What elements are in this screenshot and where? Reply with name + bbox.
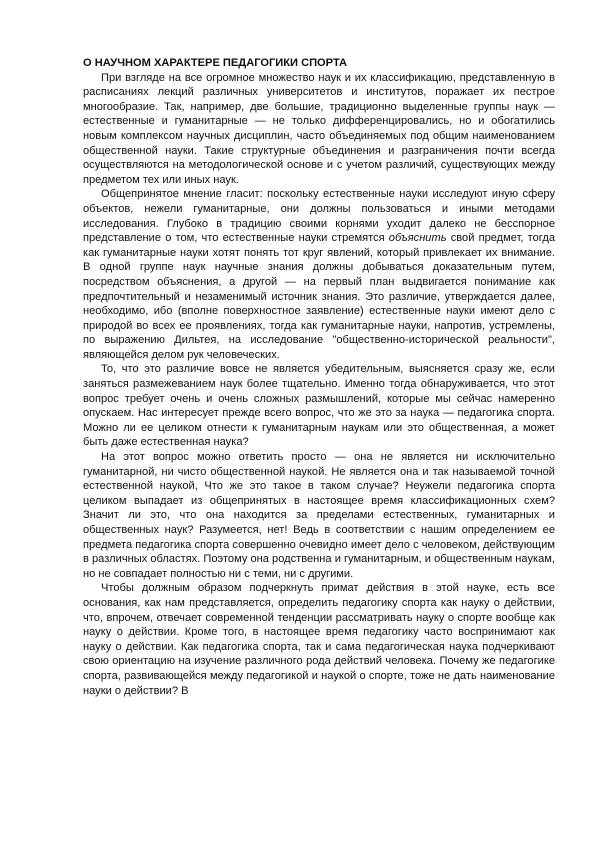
paragraph-2-text-after: свой предмет, тогда как гуманитарные науки хотят понять тот круг явлений, который привлекает их внимание. В одной группе наук научные знания должны добываться доказательным путем, посредством объяснения, а другой — на первый план выдвигается понимание как предпочтительный и незаменимый источник знания. Это различие, утверждается далее, необходимо, ибо (вполне поверхностное заявление) естественные науки имеют дело с природой во всех ее проявлениях, тогда как гуманитарные науки, напротив, устремлены, по выражению Дильтея, на исследование "общественно-исторической реальности", являющейся делом рук человеческих. — [83, 232, 555, 361]
paragraph-2 — [83, 187, 555, 362]
paragraph-3: То, что это различие вовсе не является убедительным, выясняется сразу же, если заняться размежеванием наук более тщательно. Именно тогда обнаруживается, что этот вопрос требует очень и очень сложных размышлений, которые мы сейчас намеренно опускаем. Нас интересует прежде всего вопрос, что же это за наука — педагогика спорта. Можно ли ее целиком отнести к гуманитарным наукам или это общественная, а может быть даже естественная наука? — [83, 363, 555, 449]
paragraph-2-text-before: Общепринятое мнение гласит: поскольку естественные науки исследуют иную сферу объектов, нежели гуманитарные, они должны пользоваться и иными методами исследования. Глубоко в традицию своими корнями уходит далеко не бесспорное представление о том, что естественные науки стремятся — [83, 188, 555, 245]
paragraph-4: На этот вопрос можно ответить просто — она не является ни исключительно гуманитарной, ни чисто общественной наукой. Не является она и так называемой точной естественной наукой, Что же это такое в таком случае? Неужели педагогика спорта целиком выпадает из общепринятых в настоящее время классификационных схем? Значит ли это, что она находится за пределами естественных, гуманитарных и общественных наук? Разумеется, нет! Ведь в соответствии с нашим определением ее предмета педагогика спорта совершенно очевидно имеет дело с человеком, действующим в различных областях. Поэтому она родственна и гуманитарным, и общественным наукам, но не совпадает полностью ни с теми, ни с другими. — [83, 451, 555, 580]
paragraph-2-emphasis: объяснить — [388, 232, 447, 245]
paragraph-5: Чтобы должным образом подчеркнуть примат действия в этой науке, есть все основания, как нам представляется, определить педагогику спорта как науку о действии, что, впрочем, отвечает современной тенденции рассматривать науку о спорте вообще как науку о действии. Кроме того, в настоящее время педагогику часто воспринимают как науку о действии. Как педагогика спорта, так и сама педагогическая наука подчеркивают свою ориентацию на изучение различного рода действий человека. Почему же педагогике спорта, развивающейся между педагогикой и наукой о спорте, тоже не дать наименование науки о действии? В — [83, 582, 555, 697]
document-title: О НАУЧНОМ ХАРАКТЕРЕ ПЕДАГОГИКИ СПОРТА — [83, 57, 348, 69]
document-page — [83, 56, 555, 698]
paragraph-1: При взгляде на все огромное множество наук и их классификацию, представленную в расписаниях лекций различных университетов и институтов, поражает их пестрое многообразие. Так, например, две большие, традиционно выделенные группы наук — естественные и гуманитарные — не только дифференцировались, но и обогатились новым комплексом научных дисциплин, часто объединяемых под общим наименованием общественной науки. Такие структурные объединения и разграничения почти всегда осуществляются на методологической основе и с учетом различий, существующих между предметом тех или иных наук. — [83, 71, 555, 186]
